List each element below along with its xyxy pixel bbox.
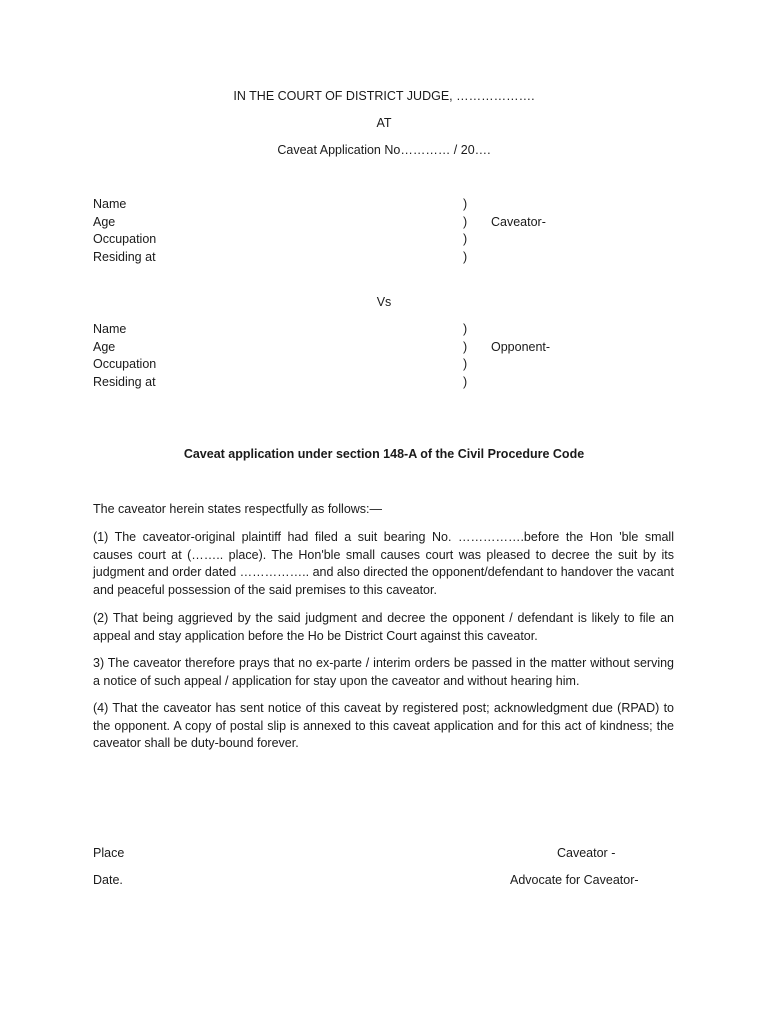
advocate-signature-label: Advocate for Caveator- [510, 873, 639, 887]
opponent-role-label: Opponent- [491, 340, 551, 354]
paragraph-2: (2) That being aggrieved by the said judgment and decree the opponent / defendant is likely to file an appeal and stay application before the Ho be District Court against this caveator. [93, 611, 674, 643]
paragraph-3: 3) The caveator therefore prays that no ex-parte / interim orders be passed in the matter without serving a notice of such appeal / application for stay upon the caveator and without hearing him. [93, 656, 674, 688]
caveator-role-label: Caveator- [491, 215, 546, 229]
caveator-residence-label: Residing at [93, 250, 156, 264]
court-heading: IN THE COURT OF DISTRICT JUDGE, ………………. [233, 89, 535, 103]
paren: ) [463, 340, 468, 354]
paren: ) [463, 375, 468, 389]
caveator-signature-label: Caveator - [557, 846, 616, 860]
paren: ) [463, 357, 468, 371]
paragraph-1: (1) The caveator-original plaintiff had filed a suit bearing No. …………….before the Hon 'ble small causes court at (…….. place). The Hon'ble small causes court was pleased to decree the suit by its judgment and order dated …………….. and also directed the opponent/defendant to handover the vacant and peaceful possession of the said premises to this caveator. [93, 530, 674, 597]
at-line: AT [376, 116, 392, 130]
opponent-residence-label: Residing at [93, 375, 156, 389]
paren: ) [463, 322, 468, 336]
paragraph-4: (4) That the caveator has sent notice of this caveat by registered post; acknowledgment due (RPAD) to the opponent. A copy of postal slip is annexed to this caveat application and for this act of kindness; the caveator shall be duty-bound forever. [93, 701, 674, 750]
caveator-occupation-label: Occupation [93, 232, 157, 246]
intro-statement: The caveator herein states respectfully as follows:— [93, 502, 383, 516]
document-title: Caveat application under section 148-A of the Civil Procedure Code [183, 447, 585, 461]
paren: ) [463, 197, 468, 211]
opponent-occupation-label: Occupation [93, 357, 157, 371]
caveat-application-number: Caveat Application No………… / 20…. [277, 143, 491, 157]
date-label: Date. [93, 873, 123, 887]
paren: ) [463, 232, 468, 246]
place-label: Place [93, 846, 125, 860]
caveator-name-label: Name [93, 197, 127, 211]
paren: ) [463, 250, 468, 264]
versus-label: Vs [376, 295, 392, 309]
opponent-name-label: Name [93, 322, 127, 336]
caveator-age-label: Age [93, 215, 116, 229]
paren: ) [463, 215, 468, 229]
opponent-age-label: Age [93, 340, 116, 354]
